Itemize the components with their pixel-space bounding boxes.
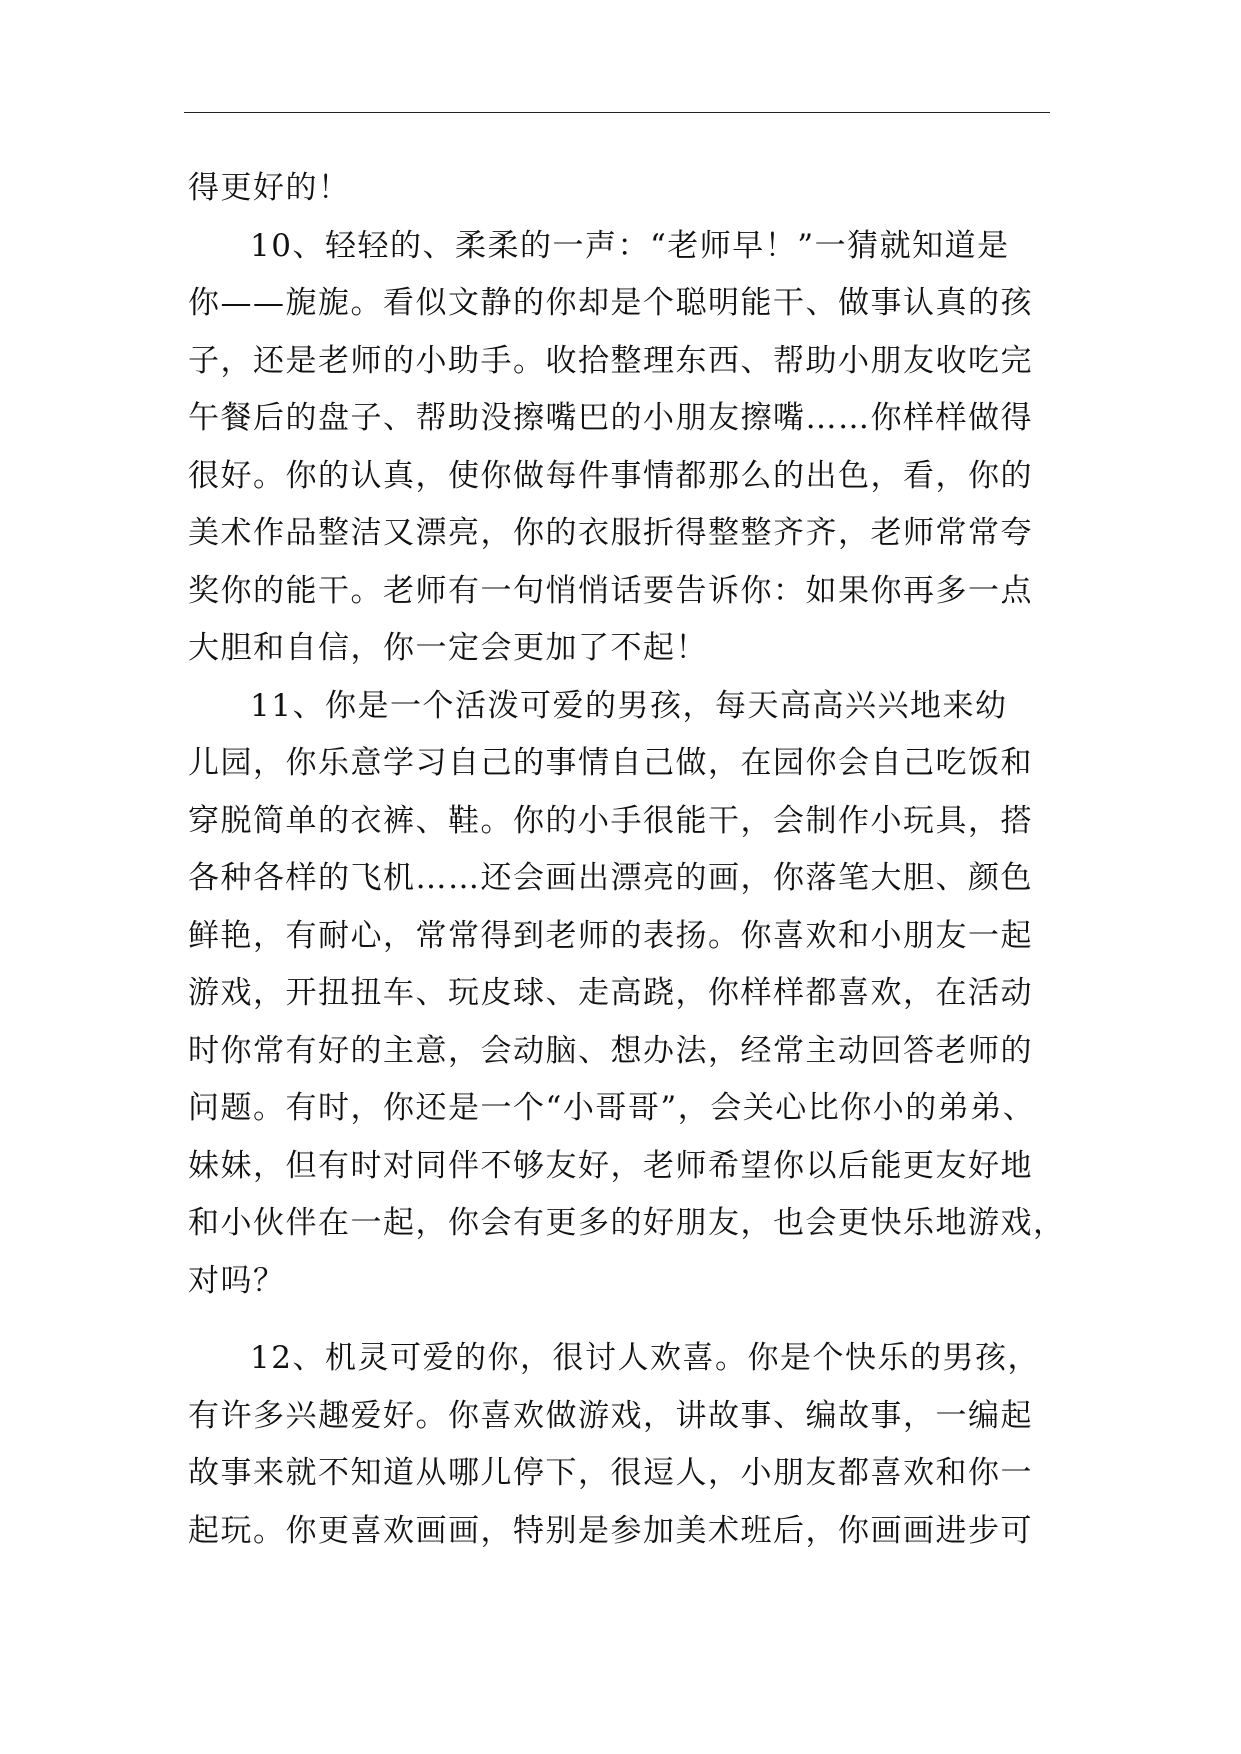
text-line: 有许多兴趣爱好。你喜欢做游戏，讲故事、编故事，一编起: [188, 1397, 1033, 1434]
text-line: 奖你的能干。老师有一句悄悄话要告诉你：如果你再多一点: [188, 572, 1033, 609]
text-line: 故事来就不知道从哪儿停下，很逗人，小朋友都喜欢和你一: [188, 1455, 1033, 1491]
text-line: 10、轻轻的、柔柔的一声：“老师早！”一猜就知道是: [250, 227, 1010, 264]
paragraph-gap: [188, 1310, 1050, 1330]
paragraph-continuation: [188, 160, 1050, 218]
text-line: 你——旎旎。看似文静的你却是个聪明能干、做事认真的孩: [188, 285, 1033, 321]
paragraph-10: [188, 218, 1050, 678]
paragraph-12: [188, 1330, 1050, 1560]
text-line: 午餐后的盘子、帮助没擦嘴巴的小朋友擦嘴……你样样做得: [188, 400, 1033, 436]
text-line: 大胆和自信，你一定会更加了不起！: [188, 630, 708, 666]
text-line: 11、你是一个活泼可爱的男孩，每天高高兴兴地来幼: [250, 687, 1008, 724]
text-line: 很好。你的认真，使你做每件事情都那么的出色，看，你的: [188, 457, 1033, 494]
text-line: 起玩。你更喜欢画画，特别是参加美术班后，你画画进步可: [188, 1512, 1033, 1549]
text-line: 各种各样的飞机……还会画出漂亮的画，你落笔大胆、颜色: [188, 860, 1033, 896]
paragraph-11: [188, 678, 1066, 1311]
text-line: 12、机灵可爱的你，很讨人欢喜。你是个快乐的男孩，: [250, 1340, 1040, 1376]
text-line: 妹妹，但有时对同伴不够友好，老师希望你以后能更友好地: [188, 1147, 1033, 1184]
text-line: 和小伙伴在一起，你会有更多的好朋友，也会更快乐地游戏，: [188, 1205, 1066, 1241]
text-line: 时你常有好的主意，会动脑、想办法，经常主动回答老师的: [188, 1032, 1033, 1069]
text-line: 鲜艳，有耐心，常常得到老师的表扬。你喜欢和小朋友一起: [188, 917, 1033, 954]
document-body: [188, 160, 1066, 1560]
text-line: 问题。有时，你还是一个“小哥哥”，会关心比你小的弟弟、: [188, 1090, 1036, 1126]
text-line: 儿园，你乐意学习自己的事情自己做，在园你会自己吃饭和: [188, 745, 1033, 781]
text-line: 子，还是老师的小助手。收拾整理东西、帮助小朋友收吃完: [188, 342, 1033, 379]
header-rule: [184, 112, 1050, 113]
text-line: 穿脱简单的衣裤、鞋。你的小手很能干，会制作小玩具，搭: [188, 802, 1033, 839]
text-line: 得更好的！: [188, 170, 351, 206]
text-line: 美术作品整洁又漂亮，你的衣服折得整整齐齐，老师常常夸: [188, 515, 1033, 551]
text-line: 对吗？: [188, 1262, 286, 1299]
text-line: 游戏，开扭扭车、玩皮球、走高跷，你样样都喜欢，在活动: [188, 975, 1033, 1011]
